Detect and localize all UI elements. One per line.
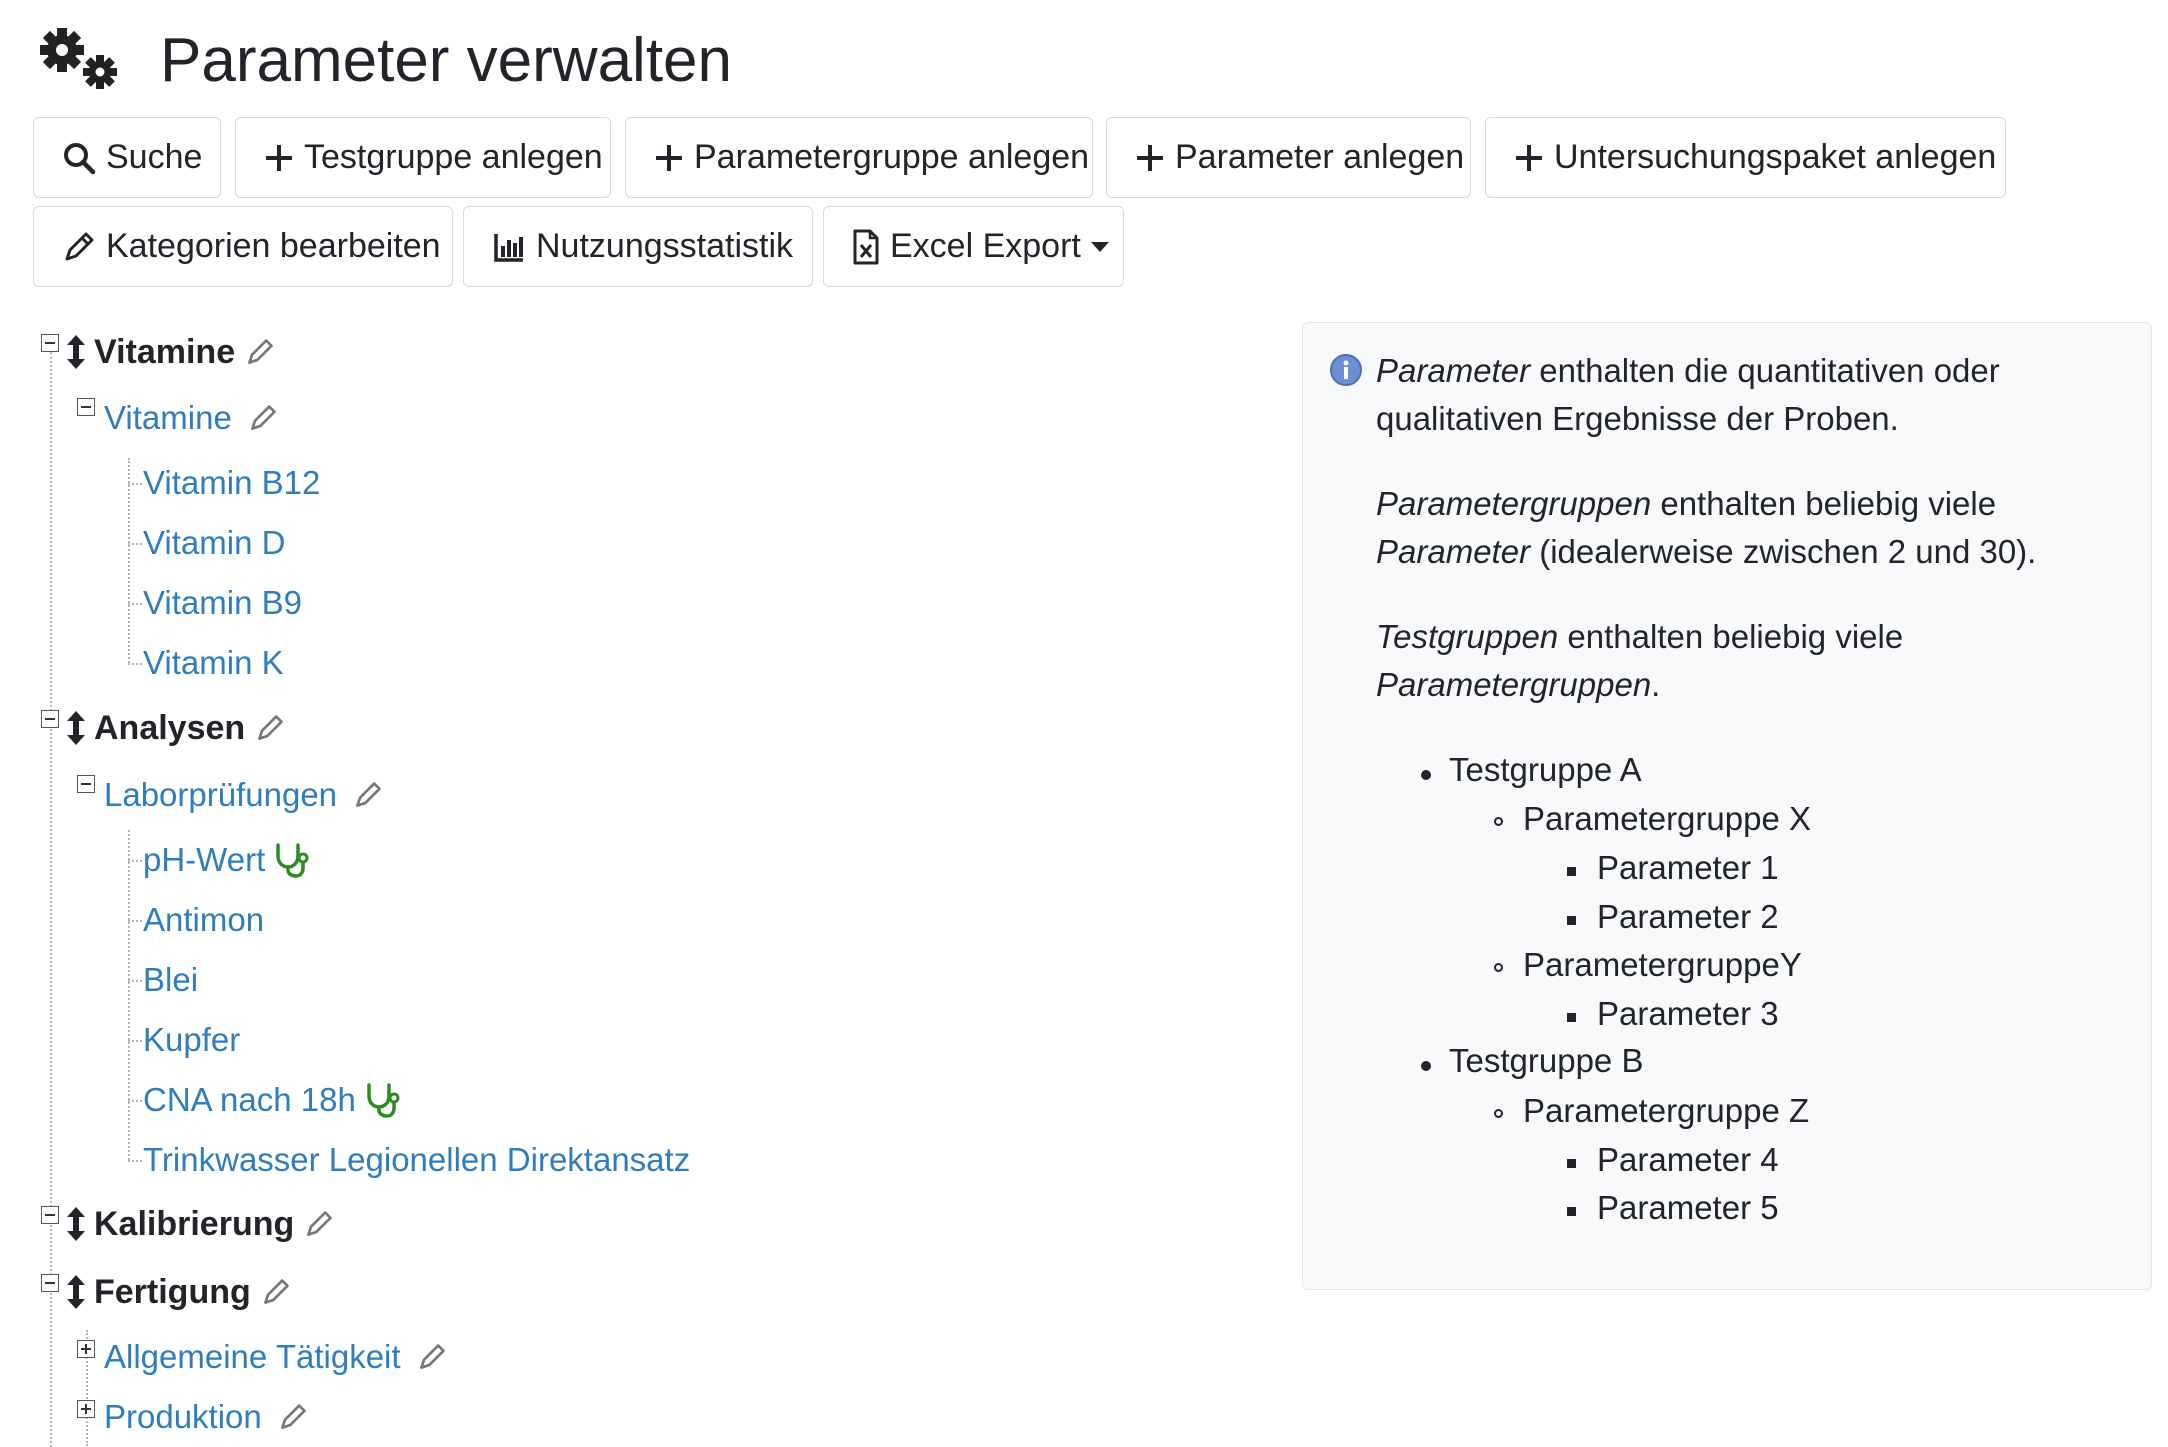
create-parametergroup-button[interactable]: Parametergruppe anlegen [625, 117, 1093, 198]
parameter-item[interactable]: Antimon [143, 901, 265, 938]
info-paragraph-2: Parametergruppen enthalten beliebig viele Parameter (idealerweise zwischen 2 und 30). [1376, 485, 2037, 570]
plus-icon [1514, 143, 1544, 173]
pencil-icon[interactable] [304, 1209, 334, 1239]
collapse-toggle-analysen[interactable] [41, 710, 59, 728]
sort-arrows-icon[interactable] [66, 1274, 86, 1310]
expand-toggle-produktion[interactable] [77, 1400, 95, 1418]
parameter-item[interactable]: pH-Wert [143, 840, 309, 880]
page-title: Parameter verwalten [160, 25, 733, 95]
sort-arrows-icon[interactable] [66, 1206, 86, 1242]
pencil-icon[interactable] [248, 403, 278, 433]
sort-arrows-icon[interactable] [66, 334, 86, 370]
info-paragraph-3: Testgruppen enthalten beliebig viele Parametergruppen. [1376, 618, 1904, 703]
list-item: Testgruppe B [1449, 1042, 1644, 1079]
parametergroup-allgemeine-taetigkeit[interactable]: Allgemeine Tätigkeit [104, 1337, 447, 1377]
collapse-toggle-vitamine[interactable] [41, 334, 59, 352]
parameter-item[interactable]: Trinkwasser Legionellen Direktansatz [143, 1141, 691, 1178]
pencil-icon[interactable] [353, 780, 383, 810]
collapse-toggle-vitamine-group[interactable] [77, 398, 95, 416]
collapse-toggle-laborpruefungen[interactable] [77, 775, 95, 793]
create-testgroup-button[interactable]: Testgruppe anlegen [235, 117, 611, 198]
pencil-icon[interactable] [255, 713, 285, 743]
list-item: Parameter 3 [1597, 995, 1779, 1032]
parametergroup-produktion[interactable]: Produktion [104, 1397, 308, 1437]
collapse-toggle-kalibrierung[interactable] [41, 1206, 59, 1224]
parameter-item[interactable]: Vitamin B12 [143, 464, 321, 501]
pencil-icon[interactable] [278, 1402, 308, 1432]
list-item: Parameter 5 [1597, 1189, 1779, 1226]
category-analysen[interactable]: Analysen [66, 708, 285, 748]
usage-statistics-button[interactable]: Nutzungsstatistik [463, 206, 813, 287]
stethoscope-icon [364, 1082, 400, 1118]
create-parameter-button[interactable]: Parameter anlegen [1106, 117, 1471, 198]
pencil-icon[interactable] [261, 1277, 291, 1307]
parameter-item[interactable]: Vitamin K [143, 644, 284, 681]
list-item: Parametergruppe X [1523, 800, 1811, 837]
parameter-item[interactable]: Vitamin D [143, 524, 286, 561]
parametergroup-laborpruefungen[interactable]: Laborprüfungen [104, 775, 383, 815]
list-item: Testgruppe A [1449, 751, 1642, 788]
list-item: ParametergruppeY [1523, 946, 1802, 983]
collapse-toggle-fertigung[interactable] [41, 1274, 59, 1292]
info-icon [1329, 353, 1363, 387]
create-examination-package-button[interactable]: Untersuchungspaket anlegen [1485, 117, 2006, 198]
info-text [1376, 347, 2116, 746]
list-item: Parameter 2 [1597, 898, 1779, 935]
list-item: Parametergruppe Z [1523, 1092, 1810, 1129]
parameter-item[interactable]: Blei [143, 961, 199, 998]
category-kalibrierung[interactable]: Kalibrierung [66, 1204, 334, 1244]
stethoscope-icon [273, 842, 309, 878]
category-vitamine[interactable]: Vitamine [66, 332, 275, 372]
pencil-icon[interactable] [417, 1342, 447, 1372]
sort-arrows-icon[interactable] [66, 710, 86, 746]
parameter-item[interactable]: CNA nach 18h [143, 1080, 400, 1120]
parametergroup-vitamine[interactable]: Vitamine [104, 398, 278, 438]
list-item: Parameter 1 [1597, 849, 1779, 886]
expand-toggle-allgemeine-taetigkeit[interactable] [77, 1340, 95, 1358]
search-button[interactable]: Suche [33, 117, 221, 198]
info-paragraph-1: Parameter enthalten die quantitativen oder qualitativen Ergebnisse der Proben. [1376, 352, 2000, 437]
pencil-icon[interactable] [245, 337, 275, 367]
info-box [1302, 322, 2152, 1290]
category-fertigung[interactable]: Fertigung [66, 1272, 291, 1312]
parameter-item[interactable]: Vitamin B9 [143, 584, 302, 621]
excel-export-dropdown[interactable]: Excel Export [823, 206, 1124, 287]
edit-categories-button[interactable]: Kategorien bearbeiten [33, 206, 453, 287]
list-item: Parameter 4 [1597, 1141, 1779, 1178]
parameter-item[interactable]: Kupfer [143, 1021, 241, 1058]
